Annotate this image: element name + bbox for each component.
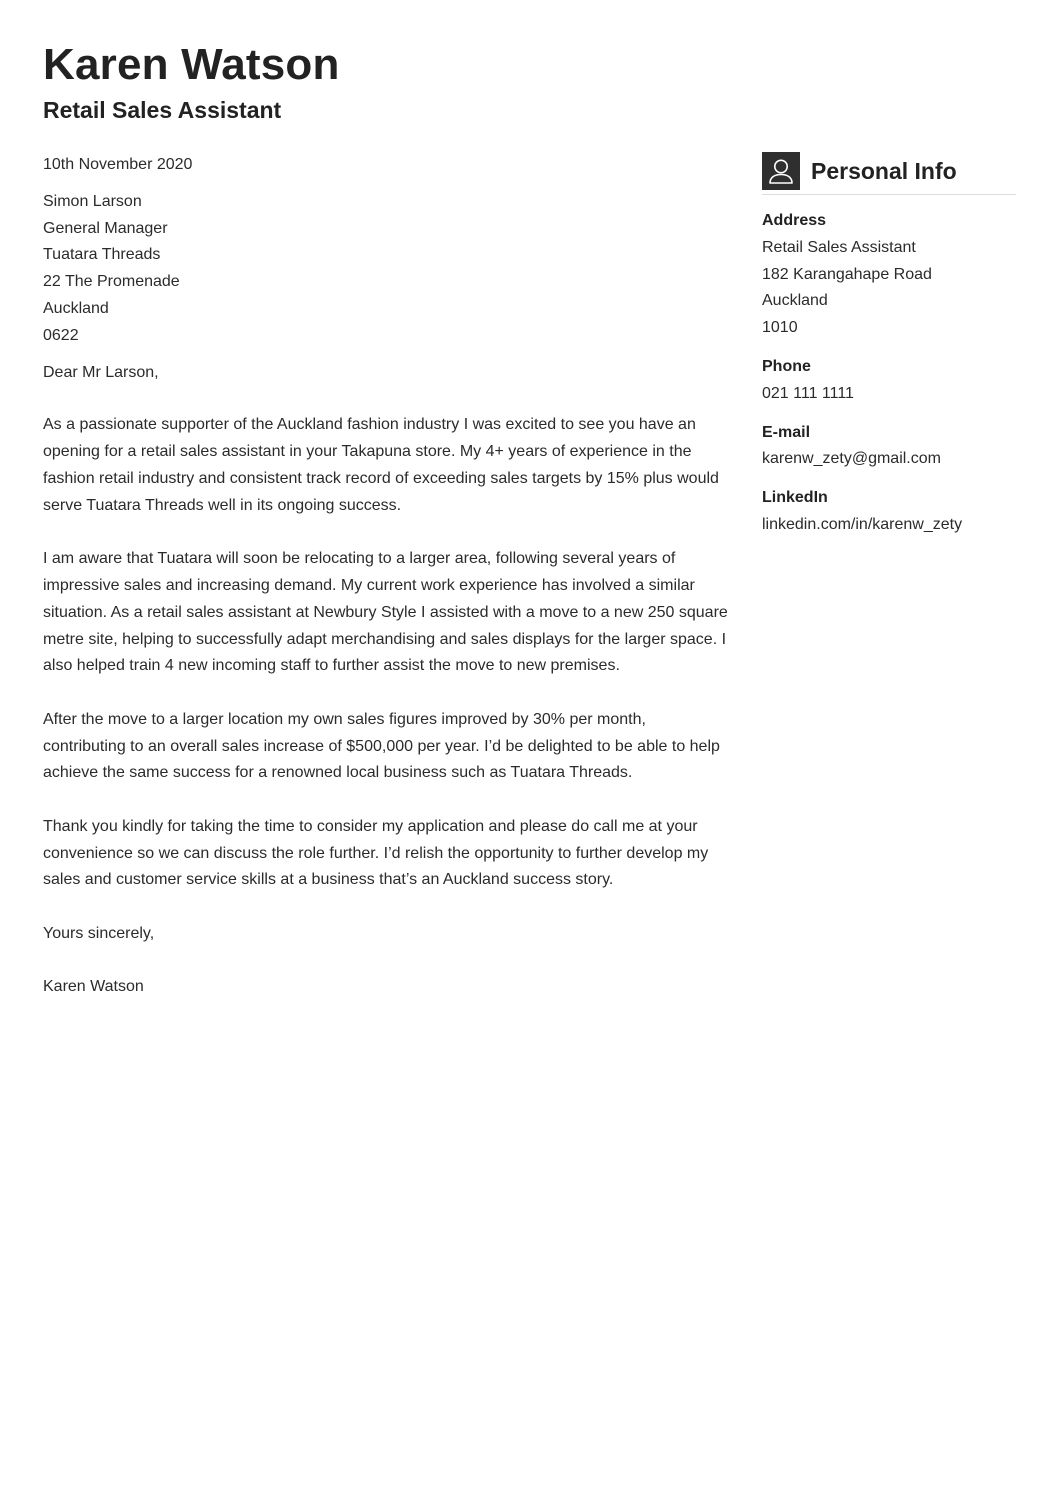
letter-paragraph-4: Thank you kindly for taking the time to consider my application and please do call me at your convenience so we can discuss the role further. I’d relish the opportunity to further develop my sales and customer service skills at a business that’s an Auckland success story.	[43, 817, 709, 889]
recipient-position: General Manager	[43, 219, 168, 237]
address-line-3: Auckland	[762, 292, 828, 310]
recipient-company: Tuatara Threads	[43, 246, 161, 264]
linkedin-label: LinkedIn	[762, 489, 828, 507]
applicant-job-title: Retail Sales Assistant	[43, 97, 282, 123]
salutation: Dear Mr Larson,	[43, 363, 159, 381]
recipient-city: Auckland	[43, 299, 109, 317]
letter-body	[43, 152, 733, 1001]
person-icon-graphic	[766, 156, 796, 186]
person-icon	[762, 152, 800, 190]
email-label: E-mail	[762, 423, 811, 441]
phone-value: 021 111 1111	[762, 384, 854, 402]
letter-paragraph-1: As a passionate supporter of the Auckland fashion industry I was excited to see you have an opening for a retail sales assistant in your Takapuna store. My 4+ years of experience in the fashion retail industry and consistent track record of exceeding sales targets by 15% plus would serve Tuatara Threads well in its ongoing success.	[43, 416, 719, 514]
letter-paragraph-3: After the move to a larger location my own sales figures improved by 30% per month, contributing to an overall sales increase of $500,000 per year. I’d be delighted to be able to help achieve the same success for a renowned local business such as Tuatara Threads.	[43, 710, 720, 782]
phone-block	[762, 354, 1016, 408]
linkedin-value: linkedin.com/in/karenw_zety	[762, 515, 963, 533]
address-line-2: 182 Karangahape Road	[762, 265, 932, 283]
letter-paragraph-2: I am aware that Tuatara will soon be relocating to a larger area, following several years of impressive sales and increasing demand. My current work experience has involved a similar situation. As a retail sales assistant at Newbury Style I assisted with a move to a new 250 square metre site, helping to successfully adapt merchandising and sales displays for the larger space. I also helped train 4 new incoming staff to further assist the move to new premises.	[43, 550, 728, 675]
section-title: Personal Info	[811, 158, 957, 184]
recipient-name: Simon Larson	[43, 192, 142, 210]
applicant-name: Karen Watson	[43, 40, 340, 89]
recipient-street: 22 The Promenade	[43, 273, 180, 291]
letter-closing: Yours sincerely,	[43, 924, 155, 942]
address-line-4: 1010	[762, 319, 798, 337]
letter-signature: Karen Watson	[43, 978, 144, 996]
address-label: Address	[762, 212, 827, 229]
linkedin-block	[762, 485, 1016, 539]
address-line-1: Retail Sales Assistant	[762, 238, 916, 256]
personal-info-header	[762, 152, 1016, 195]
recipient-postcode: 0622	[43, 326, 79, 344]
address-block	[762, 208, 1016, 342]
personal-info-sidebar	[762, 152, 1016, 539]
letter-date: 10th November 2020	[43, 156, 193, 173]
phone-label: Phone	[762, 357, 811, 375]
email-value: karenw_zety@gmail.com	[762, 450, 941, 468]
recipient-block	[43, 189, 733, 350]
email-block	[762, 420, 1016, 474]
